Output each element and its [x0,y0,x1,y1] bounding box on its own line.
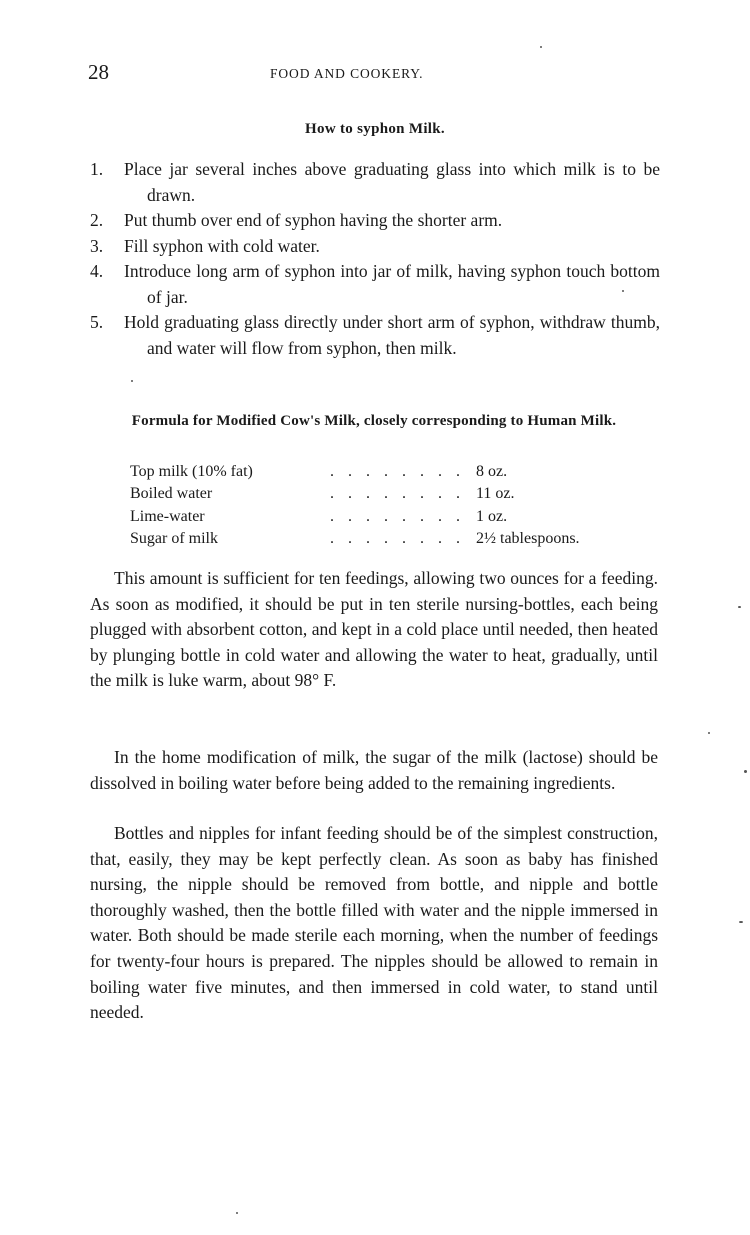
body-paragraph: Bottles and nipples for infant feeding should be of the simplest construction, that, easily, they may be kept perfectly clean. As soon as baby has finished nursing, the nipple should be removed from bottle, and nipple and bottle thoroughly washed, then the bottle filled with water and the nipple immersed in water. Both should be made sterile each morning, when the number of feedings for twenty-four hours is prepared. The nipples should be allowed to remain in boiling water five minutes, and then immersed in cold water, to stand until needed. [90,823,658,1023]
page-number: 28 [88,60,109,84]
dot-leader: . . . . . . . . [330,529,465,547]
formula-table [130,461,650,550]
dot-leader: . . . . . . . . [330,507,465,525]
ingredient-amount: 8 oz. [476,463,508,480]
ingredient-name: Boiled water [130,485,213,503]
step-number: 2. [90,210,104,230]
ingredient-name: Top milk (10% fat) [130,463,253,480]
scan-speck [540,46,542,48]
ingredient-amount: 1 oz. [476,507,508,525]
list-item [90,259,660,310]
table-row [130,483,650,505]
scan-speck [236,1212,238,1214]
formula-heading: Formula for Modified Cow's Milk, closely corresponding to Human Milk. [131,413,617,429]
scan-speck [708,732,710,734]
step-number: 4. [90,261,104,281]
dot-leader: . . . . . . . . [330,485,465,503]
scan-speck [744,770,747,773]
step-text: Fill syphon with cold water. [124,235,320,256]
table-row [130,461,650,483]
ingredient-name: Lime-water [130,507,205,525]
step-number: 5. [90,312,104,332]
scan-speck [738,606,741,608]
table-row [130,506,650,528]
list-item [90,310,660,361]
step-text: Put thumb over end of syphon having the shorter arm. [124,210,503,230]
table-row [130,528,650,550]
scan-speck [131,380,133,382]
dot-leader: . . . . . . . . [330,463,465,480]
body-paragraph: In the home modification of milk, the sugar of the milk (lactose) should be dissolved in boiling water before being added to the remaining ingredients. [90,747,658,793]
list-item [90,157,660,208]
ingredient-amount: 11 oz. [476,485,515,503]
step-number: 1. [90,159,104,179]
step-text: Hold graduating glass directly under short arm of syphon, withdraw thumb, and water will flow from syphon, then milk. [124,312,660,358]
syphon-steps-list [90,157,660,361]
syphon-heading: How to syphon Milk. [305,121,445,137]
step-text: Introduce long arm of syphon into jar of milk, having syphon touch bottom of jar. [124,261,660,307]
list-item [90,208,660,234]
list-item [90,234,660,260]
step-number: 3. [90,235,104,256]
scan-speck [739,921,743,923]
body-paragraph: This amount is sufficient for ten feedings, allowing two ounces for a feeding. As soon as modified, it should be put in ten sterile nursing-bottles, each being plugged with absorbent cotton, and kept in a cold place until needed, then heated by plunging bottle in cold water and allowing the water to heat, gradually, until the milk is luke warm, about 98° F. [90,568,658,691]
scan-speck [622,290,624,292]
ingredient-name: Sugar of milk [130,529,218,547]
running-title: FOOD AND COOKERY. [270,66,424,81]
step-text: Place jar several inches above graduating glass into which milk is to be drawn. [124,159,660,205]
ingredient-amount: 2½ tablespoons. [476,529,580,547]
